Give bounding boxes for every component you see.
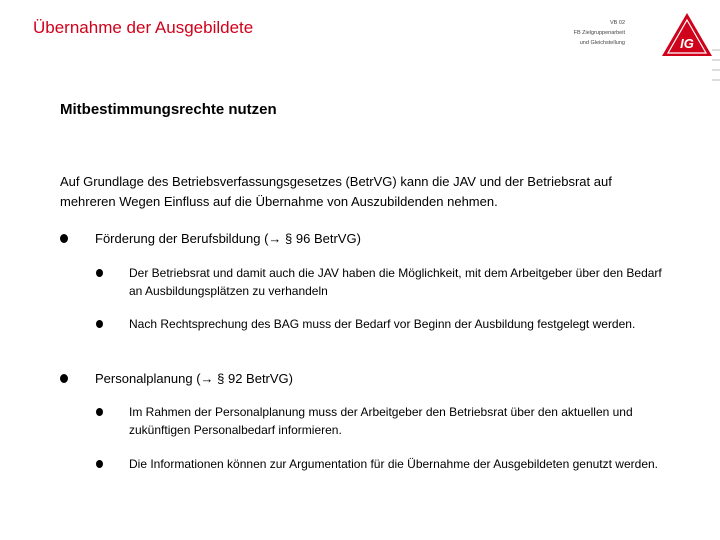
bullet-heading-text: Förderung der Berufsbildung (→ § 96 BetrVG) (95, 231, 361, 246)
sub-bullet (96, 455, 676, 473)
slide-title: Übernahme der Ausgebildete (33, 18, 254, 37)
sub-bullet (96, 315, 676, 333)
bullet-heading-text: Personalplanung (→ § 92 BetrVG) (95, 371, 293, 386)
decorative-edge-lines (712, 40, 720, 100)
svg-text:IG: IG (680, 36, 694, 51)
sub-bullet-text: Im Rahmen der Personalplanung muss der Arbeitgeber den Betriebsrat über den aktuellen und zukünftigen Personalbedarf informieren. (129, 405, 633, 437)
intro-paragraph: Auf Grundlage des Betriebsverfassungsgesetzes (BetrVG) kann die JAV und der Betriebsrat auf mehreren Wegen Einfluss auf die Übernahme von Auszubildenden nehmen. (60, 174, 612, 209)
bullet-dot-icon (60, 374, 68, 383)
org-line: VB 02 (610, 20, 625, 26)
org-line: FB Zielgruppenarbeit (573, 30, 625, 36)
ig-metall-logo-icon (661, 12, 713, 57)
section-subtitle: Mitbestimmungsrechte nutzen (60, 101, 277, 118)
bullet-heading (60, 370, 660, 388)
sub-bullet (96, 264, 676, 300)
bullet-heading (60, 230, 660, 248)
org-line: und Gleichstellung (579, 40, 625, 46)
org-unit-label (545, 18, 625, 48)
sub-bullet-text: Der Betriebsrat und damit auch die JAV haben die Möglichkeit, mit dem Arbeitgeber über den Bedarf an Ausbildungsplätzen zu verhandeln (129, 266, 662, 298)
sub-bullet (96, 403, 676, 439)
bullet-dot-icon (96, 269, 103, 277)
bullet-dot-icon (60, 234, 68, 243)
sub-bullet-text: Nach Rechtsprechung des BAG muss der Bedarf vor Beginn der Ausbildung festgelegt werden. (129, 317, 636, 331)
bullet-dot-icon (96, 320, 103, 328)
sub-bullet-text: Die Informationen können zur Argumentation für die Übernahme der Ausgebildeten genutzt werden. (129, 457, 658, 471)
bullet-dot-icon (96, 460, 103, 468)
bullet-dot-icon (96, 408, 103, 416)
